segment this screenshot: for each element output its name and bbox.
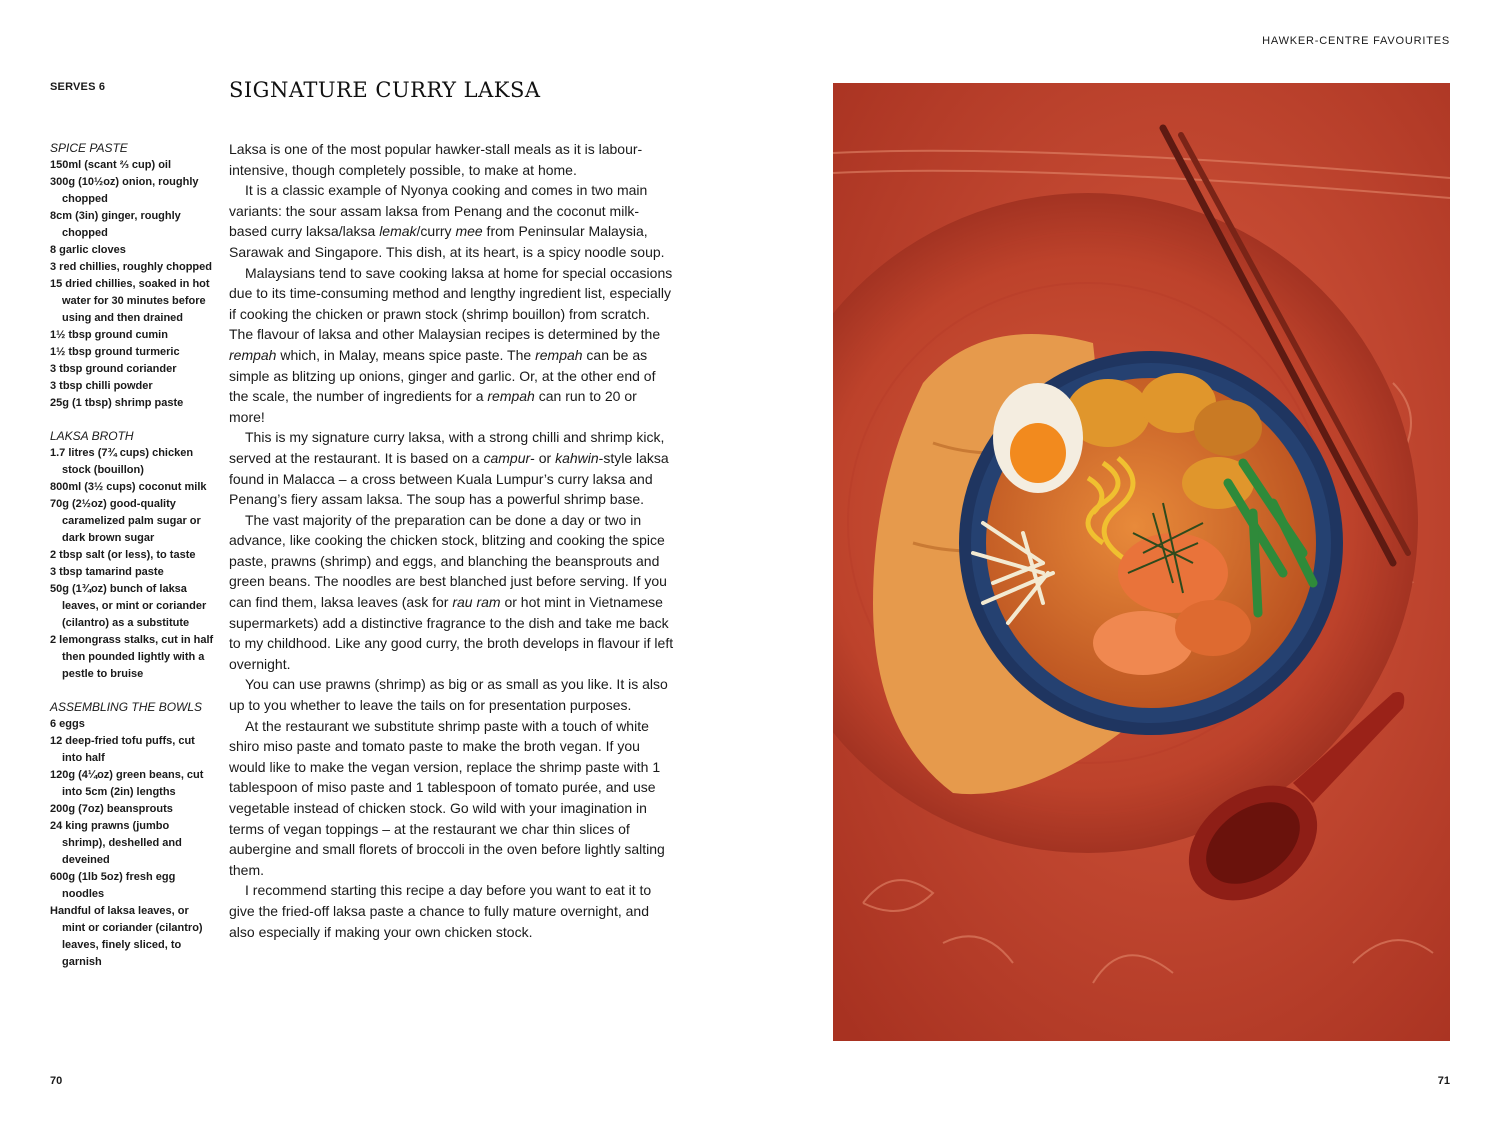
text-run: which, in Malay, means spice paste. The (276, 346, 536, 363)
ingredient-item: 1.7 litres (7¾ cups) chicken stock (bouillon) (50, 447, 194, 476)
italic-term: lemak (379, 223, 417, 240)
recipe-title: SIGNATURE CURRY LAKSA (229, 78, 541, 102)
ingredient-item: 50g (1¾oz) bunch of laksa leaves, or mint or coriander (cilantro) as a substitute (50, 583, 207, 629)
ingredient-item: 150ml (scant ⅔ cup) oil (50, 159, 172, 171)
text-run: You can use prawns (shrimp) as big or as small as you like. It is also up to you whether to leave the tails on for presentation purposes. (229, 676, 668, 714)
running-head: HAWKER-CENTRE FAVOURITES (1262, 35, 1450, 47)
serves-label: SERVES 6 (50, 81, 106, 93)
ingredient-section-heading: LAKSA BROTH (50, 429, 134, 443)
ingredient-item: 200g (7oz) beansprouts (50, 803, 173, 815)
recipe-introduction (229, 139, 674, 942)
italic-term: kahwin (555, 449, 599, 466)
text-run: At the restaurant we substitute shrimp paste with a touch of white shiro miso paste and tomato paste to make the broth vegan. If you would like to make the vegan version, replace the shrimp paste with 1 tablespoon of miso paste and 1 tablespoon of tomato purée, and use vegetable instead of chicken stock. Go wild with your imagination in terms of vegan toppings – at the restaurant we char thin slices of aubergine and small florets of broccoli in the oven before lightly salting them. (229, 717, 665, 878)
body-paragraph (229, 880, 674, 942)
ingredient-section (50, 699, 215, 971)
italic-term: mee (455, 223, 483, 240)
text-run: from Peninsular Malaysia, Sarawak and Singapore. This dish, at its heart, is a spicy noodle soup. (229, 223, 665, 260)
egg (993, 383, 1083, 493)
text-run: This is my signature curry laksa, with a strong chilli and shrimp kick, served at the restaurant. It is based on a (229, 429, 665, 466)
ingredient-item: 12 deep-fried tofu puffs, cut into half (50, 735, 195, 764)
body-paragraph (229, 674, 674, 715)
ingredient-item: 1½ tbsp ground cumin (50, 329, 168, 341)
ingredient-section (50, 428, 215, 683)
ingredient-item: 3 tbsp tamarind paste (50, 566, 164, 578)
ingredient-item: 600g (1lb 5oz) fresh egg noodles (50, 871, 176, 900)
ingredient-item: 6 eggs (50, 718, 85, 730)
ingredient-item: 3 tbsp ground coriander (50, 363, 177, 375)
ingredient-item: 70g (2½oz) good-quality caramelized palm sugar or dark brown sugar (50, 498, 201, 544)
text-run: -style laksa found in Malacca – a cross between Kuala Lumpur’s curry laksa and Penang’s fiery assam laksa. The soup has a powerful shrimp base. (229, 449, 669, 508)
text-run: - or (530, 449, 556, 466)
italic-term: rempah (487, 388, 535, 405)
text-run: or hot mint in Vietnamese supermarkets) add a distinctive fragrance to the dish and take me back to my childhood. Like any good curry, the broth develops in flavour if left overnight. (229, 594, 674, 672)
italic-term: rempah (535, 346, 583, 363)
ingredient-item: 15 dried chillies, soaked in hot water for 30 minutes before using and then drained (50, 278, 210, 324)
body-paragraph (229, 716, 674, 881)
ingredient-item: 2 tbsp salt (or less), to taste (50, 549, 196, 561)
ingredient-item: 2 lemongrass stalks, cut in half then pounded lightly with a pestle to bruise (50, 634, 214, 680)
ingredient-item: 3 tbsp chilli powder (50, 380, 153, 392)
text-run: The vast majority of the preparation can be done a day or two in advance, like cooking the chicken stock, blitzing and cooking the spice paste, prawns (shrimp) and eggs, and blanching the beansprouts and green beans. The noodles are best blanched just before serving. If you can find them, laksa leaves (ask for (229, 511, 667, 611)
ingredient-item: 8 garlic cloves (50, 244, 126, 256)
ingredients-list (50, 140, 215, 987)
ingredient-item: 8cm (3in) ginger, roughly chopped (50, 210, 181, 239)
text-run: /curry (416, 223, 456, 240)
page-number-right: 71 (1437, 1075, 1450, 1087)
body-paragraph (229, 510, 674, 675)
ingredient-section-heading: SPICE PASTE (50, 141, 128, 155)
text-run: It is a classic example of Nyonya cooking and comes in two main variants: the sour assam laksa from Penang and the coconut milk-based curry laksa/laksa (229, 182, 648, 240)
text-run: Laksa is one of the most popular hawker-stall meals as it is labour-intensive, though completely possible, to make at home. (229, 141, 643, 178)
body-paragraph (229, 263, 674, 428)
ingredient-item: 25g (1 tbsp) shrimp paste (50, 397, 184, 409)
ingredient-item: 3 red chillies, roughly chopped (50, 261, 212, 273)
text-run: I recommend starting this recipe a day before you want to eat it to give the fried-off laksa paste a chance to fully mature overnight, and also especially if making your own chicken stock. (229, 882, 652, 940)
ingredient-item: 24 king prawns (jumbo shrimp), deshelled and deveined (50, 820, 182, 866)
ingredient-item: 120g (4¼oz) green beans, cut into 5cm (2in) lengths (50, 769, 204, 798)
laksa-photo (833, 83, 1450, 1041)
text-run: can run to 20 or more! (229, 388, 637, 425)
italic-term: rau ram (452, 594, 501, 611)
italic-term: rempah (229, 346, 277, 363)
ingredient-item: 800ml (3½ cups) coconut milk (50, 481, 207, 493)
body-paragraph (229, 139, 674, 180)
ingredient-section (50, 140, 215, 412)
ingredient-item: Handful of laksa leaves, or mint or coriander (cilantro) leaves, finely sliced, to garnish (50, 905, 203, 968)
body-paragraph (229, 427, 674, 509)
italic-term: campur (483, 449, 531, 466)
ingredient-item: 1½ tbsp ground turmeric (50, 346, 180, 358)
right-page (750, 0, 1500, 1125)
text-run: can be as simple as blitzing up onions, ginger and garlic. Or, at the other end of the scale, the number of ingredients for a (229, 346, 656, 405)
ingredient-item: 300g (10½oz) onion, roughly chopped (50, 176, 199, 205)
page-number-left: 70 (50, 1075, 63, 1087)
ingredient-section-heading: ASSEMBLING THE BOWLS (50, 700, 203, 714)
laksa-bowl-illustration (833, 83, 1450, 1041)
body-paragraph (229, 180, 674, 262)
text-run: Malaysians tend to save cooking laksa at home for special occasions due to its time-consuming method and lengthy ingredient list, especially if cooking the chicken or prawn stock (shrimp bouillon) from scratch. The flavour of laksa and other Malaysian recipes is determined by the (229, 264, 673, 343)
